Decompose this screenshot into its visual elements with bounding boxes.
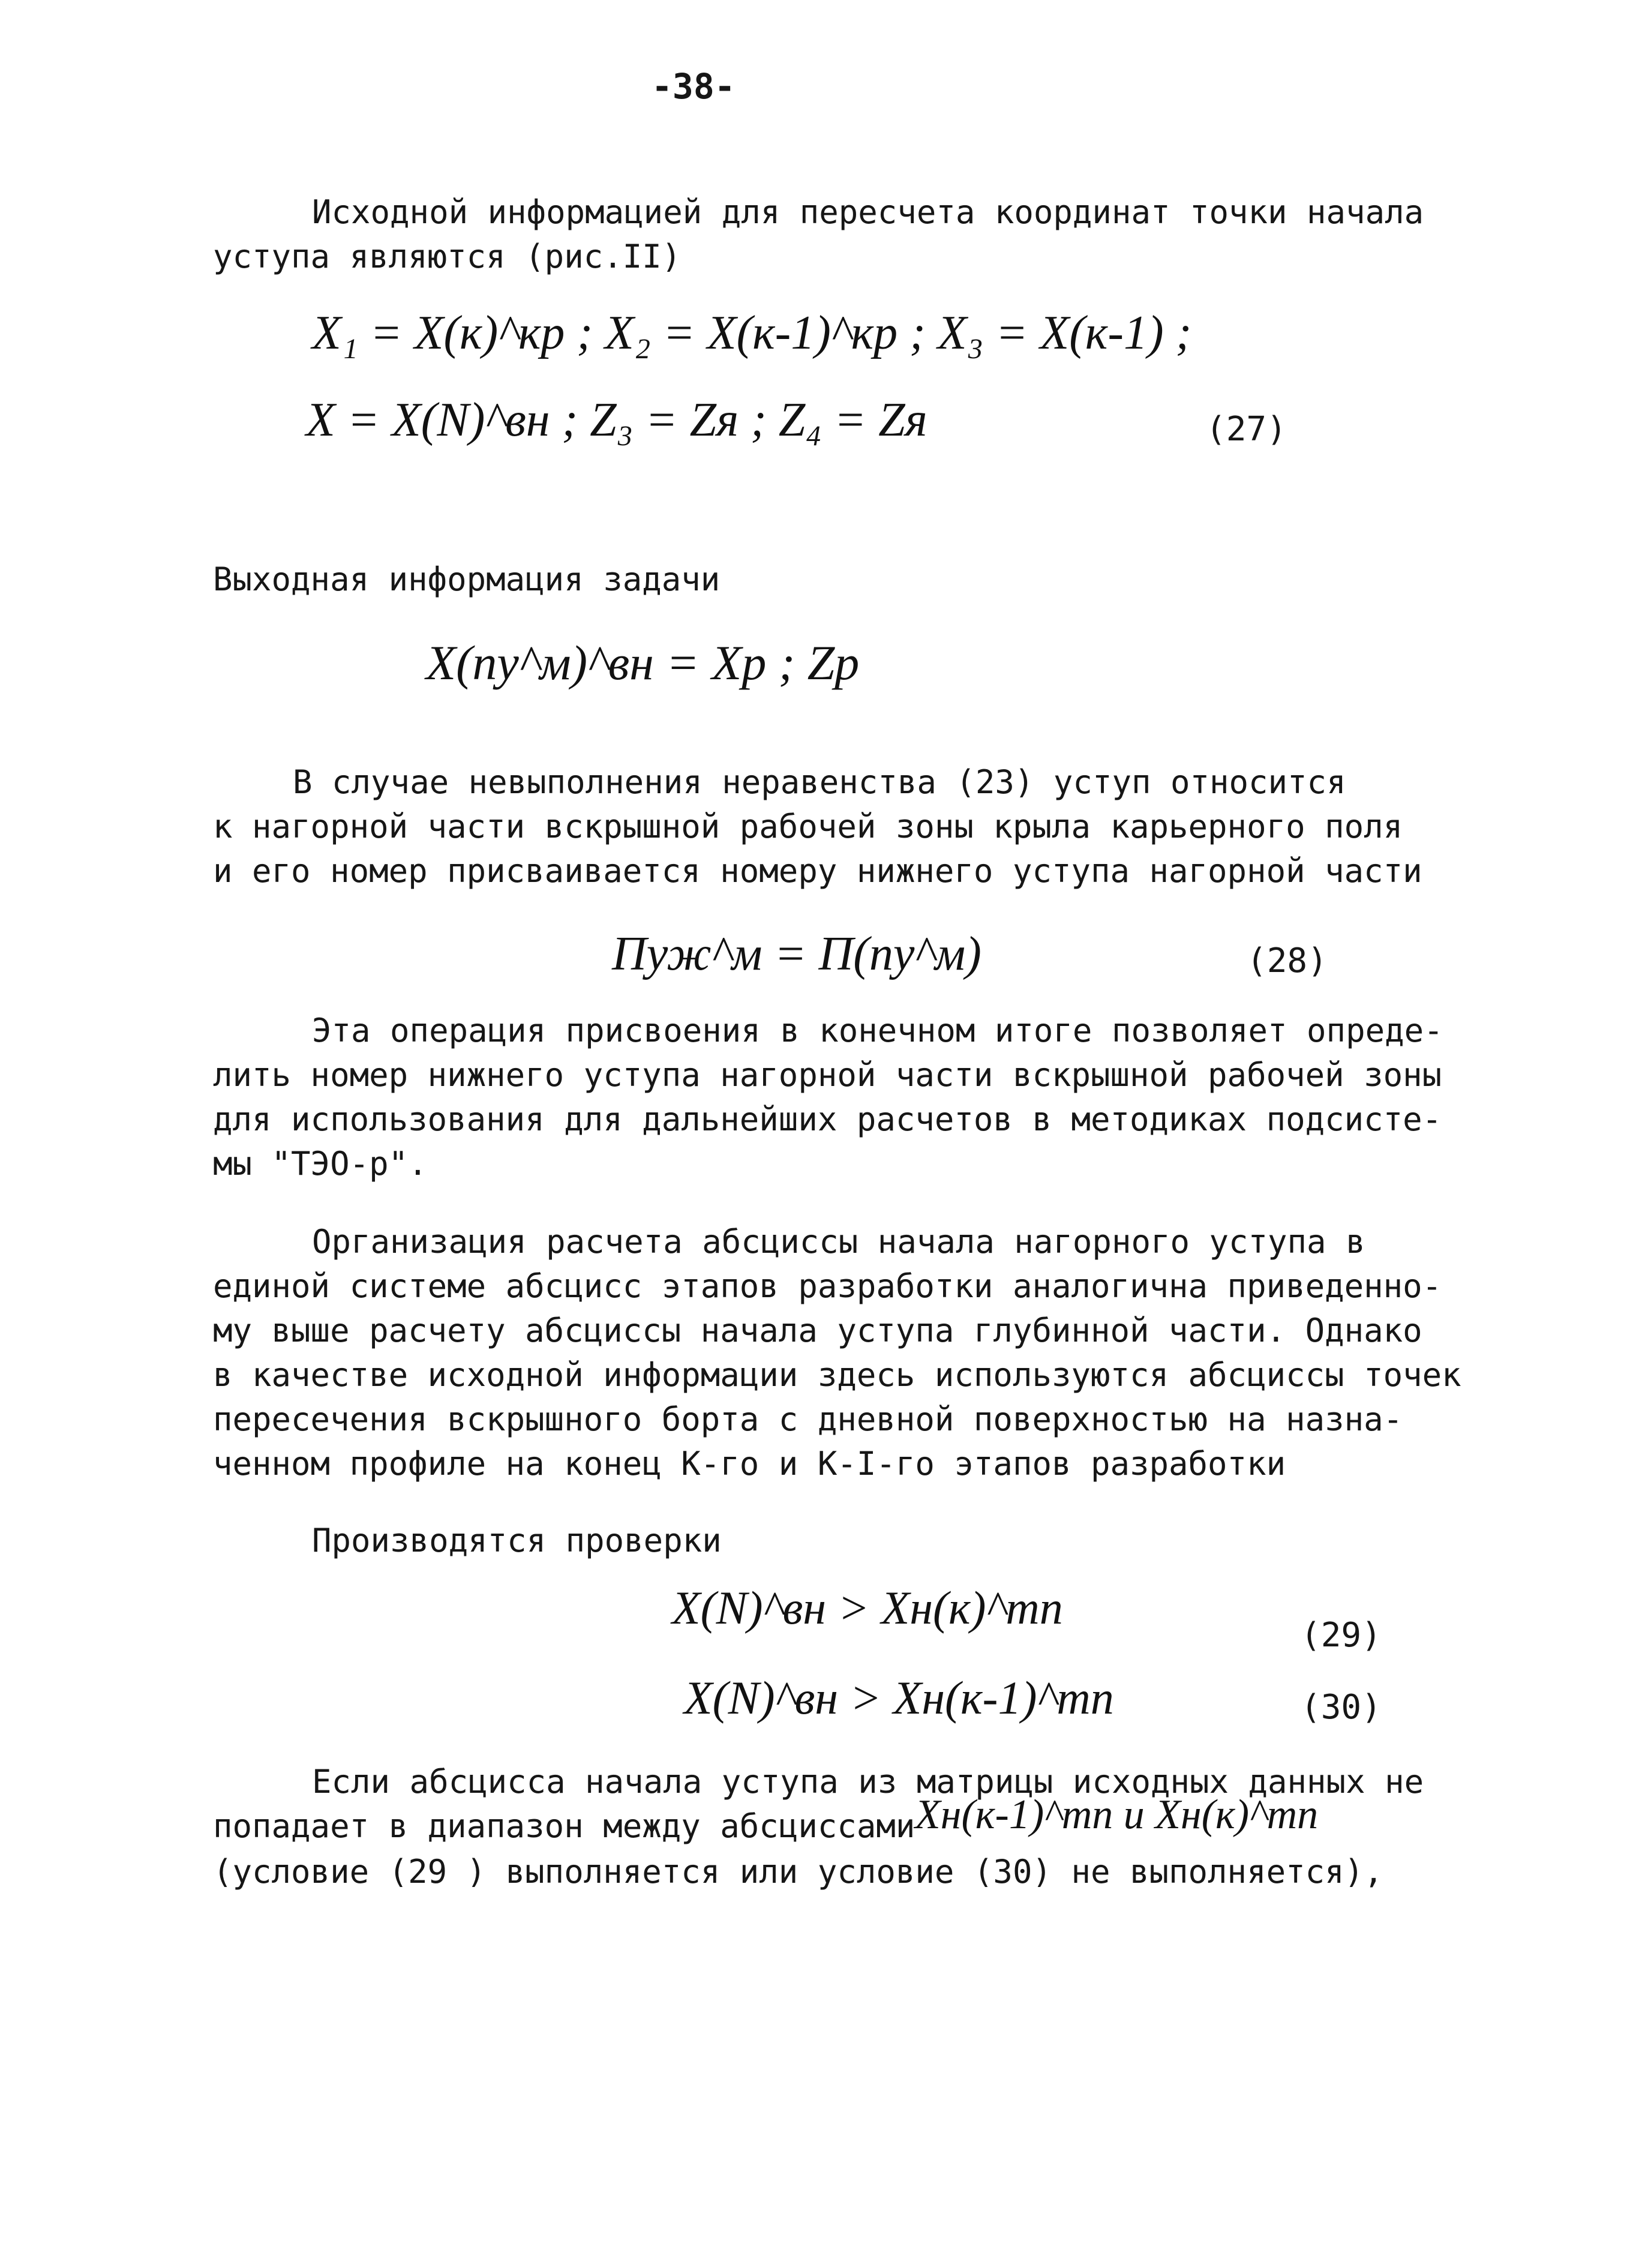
paragraph-line: Эта операция присвоения в конечном итоге позволяет опреде-	[312, 1012, 1443, 1049]
equation-number: (29)	[1301, 1616, 1382, 1655]
paragraph-line: Организация расчета абсциссы начала нагорного уступа в	[312, 1223, 1365, 1261]
formula-output: X(пу^м)^вн = Xp ; Zp	[426, 635, 860, 690]
equation-number: (28)	[1247, 941, 1328, 980]
equation-number: (27)	[1206, 410, 1287, 449]
paragraph-line: единой системе абсцисс этапов разработки аналогична приведенно-	[213, 1267, 1442, 1305]
equation-number: (30)	[1301, 1688, 1382, 1727]
paragraph-line: (условие (29 ) выполняется или условие (30) не выполняется),	[213, 1853, 1383, 1891]
paragraph-line: для использования для дальнейших расчетов в методиках подсисте-	[213, 1100, 1442, 1138]
paragraph-line: Выходная информация задачи	[213, 560, 721, 598]
paragraph-line: В случае невыполнения неравенства (23) уступ относится	[293, 763, 1346, 801]
paragraph-line: мы "ТЭО-р".	[213, 1145, 428, 1183]
paragraph-line: Если абсцисса начала уступа из матрицы исходных данных не	[312, 1763, 1424, 1801]
formula-28: Пуж^м = П(пу^м)	[612, 928, 981, 980]
paragraph-line: к нагорной части вскрышной рабочей зоны крыла карьерного поля	[213, 808, 1403, 845]
paragraph-line: лить номер нижнего уступа нагорной части вскрышной рабочей зоны	[213, 1056, 1442, 1094]
paragraph-line: му выше расчету абсциссы начала уступа глубинной части. Однако	[213, 1312, 1422, 1349]
paragraph-line: в качестве исходной информации здесь используются абсциссы точек	[213, 1356, 1461, 1394]
inline-formula: Xн(к-1)^тп и Xн(к)^тп	[915, 1792, 1319, 1838]
formula-27-line2: X = X(N)^вн ; Z₃ = Zя ; Z₄ = Zя	[306, 394, 927, 446]
formula-27-line1: X₁ = X(к)^кр ; X₂ = X(к-1)^кр ; X₃ = X(к-1) ;	[312, 307, 1192, 359]
page-number: -38-	[652, 66, 736, 107]
paragraph-line: ченном профиле на конец К-го и К-I-го этапов разработки	[213, 1445, 1286, 1483]
paragraph-line: Исходной информацией для пересчета координат точки начала	[312, 193, 1424, 231]
paragraph-line: и его номер присваивается номеру нижнего уступа нагорной части	[213, 852, 1422, 890]
paragraph-line: Производятся проверки	[312, 1522, 722, 1559]
paragraph-line: пересечения вскрышного борта с дневной поверхностью на назна-	[213, 1400, 1403, 1438]
formula-29: X(N)^вн > Xн(к)^тп	[672, 1582, 1063, 1634]
formula-30: X(N)^вн > Xн(к-1)^тп	[684, 1672, 1114, 1724]
paragraph-line: уступа являются (рис.II)	[213, 238, 682, 275]
paragraph-line: попадает в диапазон между абсциссами	[213, 1807, 915, 1845]
